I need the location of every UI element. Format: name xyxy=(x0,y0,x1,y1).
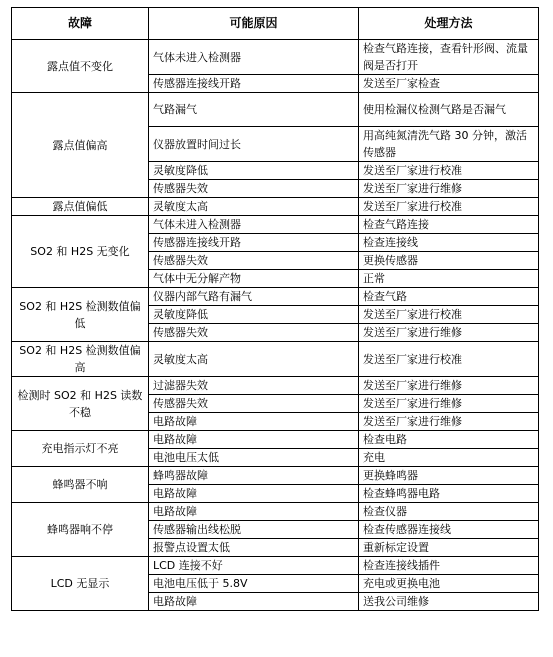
table-row xyxy=(12,503,539,521)
cause-cell: 灵敏度太高 xyxy=(149,198,359,216)
table-row xyxy=(12,557,539,575)
cause-cell: 电路故障 xyxy=(149,593,359,611)
fix-cell: 检查传感器连接线 xyxy=(359,521,539,539)
cause-cell: 灵敏度降低 xyxy=(149,306,359,324)
cause-cell: 灵敏度降低 xyxy=(149,162,359,180)
cause-cell: 灵敏度太高 xyxy=(149,342,359,377)
fix-cell: 检查蜂鸣器电路 xyxy=(359,485,539,503)
table-row xyxy=(12,40,539,75)
fix-cell: 发送至厂家进行维修 xyxy=(359,377,539,395)
table-row xyxy=(12,342,539,377)
table-row xyxy=(12,288,539,306)
table-row xyxy=(12,467,539,485)
fault-cell: 蜂鸣器响不停 xyxy=(12,503,149,557)
cause-cell: 气体中无分解产物 xyxy=(149,270,359,288)
fix-cell: 发送至厂家进行维修 xyxy=(359,395,539,413)
fix-cell: 发送至厂家进行校准 xyxy=(359,306,539,324)
fault-cell: SO2 和 H2S 检测数值偏高 xyxy=(12,342,149,377)
fix-cell: 更换蜂鸣器 xyxy=(359,467,539,485)
fix-cell: 重新标定设置 xyxy=(359,539,539,557)
cause-cell: 传感器失效 xyxy=(149,324,359,342)
cause-cell: 传感器失效 xyxy=(149,395,359,413)
header-fault: 故障 xyxy=(12,8,149,40)
cause-cell: 仪器放置时间过长 xyxy=(149,127,359,162)
fault-cell: LCD 无显示 xyxy=(12,557,149,611)
cause-cell: 电路故障 xyxy=(149,485,359,503)
cause-cell: 气体未进入检测器 xyxy=(149,40,359,75)
fix-cell: 发送至厂家进行维修 xyxy=(359,413,539,431)
cause-cell: 电路故障 xyxy=(149,413,359,431)
cause-cell: 蜂鸣器故障 xyxy=(149,467,359,485)
cause-cell: LCD 连接不好 xyxy=(149,557,359,575)
cause-cell: 传感器输出线松脱 xyxy=(149,521,359,539)
table-row xyxy=(12,431,539,449)
fault-cell: SO2 和 H2S 检测数值偏低 xyxy=(12,288,149,342)
fix-cell: 送我公司维修 xyxy=(359,593,539,611)
fix-cell: 检查连接线插件 xyxy=(359,557,539,575)
cause-cell: 传感器连接线开路 xyxy=(149,234,359,252)
cause-cell: 传感器失效 xyxy=(149,180,359,198)
fix-cell: 用高纯氮清洗气路 30 分钟，激活传感器 xyxy=(359,127,539,162)
fix-cell: 检查电路 xyxy=(359,431,539,449)
table-row xyxy=(12,93,539,127)
fault-cell: SO2 和 H2S 无变化 xyxy=(12,216,149,288)
cause-cell: 电池电压低于 5.8V xyxy=(149,575,359,593)
fix-cell: 充电或更换电池 xyxy=(359,575,539,593)
cause-cell: 过滤器失效 xyxy=(149,377,359,395)
fault-cell: 检测时 SO2 和 H2S 读数不稳 xyxy=(12,377,149,431)
table-row xyxy=(12,198,539,216)
cause-cell: 报警点设置太低 xyxy=(149,539,359,557)
header-row xyxy=(12,8,539,40)
fix-cell: 检查连接线 xyxy=(359,234,539,252)
fix-cell: 检查仪器 xyxy=(359,503,539,521)
cause-cell: 电路故障 xyxy=(149,503,359,521)
cause-cell: 电路故障 xyxy=(149,431,359,449)
table-row xyxy=(12,377,539,395)
fault-cell: 露点值偏低 xyxy=(12,198,149,216)
fix-cell: 更换传感器 xyxy=(359,252,539,270)
fix-cell: 发送至厂家检查 xyxy=(359,75,539,93)
fix-cell: 使用检漏仪检测气路是否漏气 xyxy=(359,93,539,127)
cause-cell: 传感器连接线开路 xyxy=(149,75,359,93)
header-fix: 处理方法 xyxy=(359,8,539,40)
cause-cell: 电池电压太低 xyxy=(149,449,359,467)
fix-cell: 检查气路连接，查看针形阀、流量阀是否打开 xyxy=(359,40,539,75)
cause-cell: 仪器内部气路有漏气 xyxy=(149,288,359,306)
fix-cell: 发送至厂家进行维修 xyxy=(359,324,539,342)
cause-cell: 气路漏气 xyxy=(149,93,359,127)
fix-cell: 检查气路连接 xyxy=(359,216,539,234)
fault-cell: 蜂鸣器不响 xyxy=(12,467,149,503)
cause-cell: 气体未进入检测器 xyxy=(149,216,359,234)
troubleshooting-table xyxy=(11,7,539,611)
fix-cell: 正常 xyxy=(359,270,539,288)
fault-cell: 充电指示灯不亮 xyxy=(12,431,149,467)
fix-cell: 发送至厂家进行校准 xyxy=(359,162,539,180)
fix-cell: 充电 xyxy=(359,449,539,467)
fix-cell: 发送至厂家进行维修 xyxy=(359,180,539,198)
table-body xyxy=(12,40,539,611)
header-cause: 可能原因 xyxy=(149,8,359,40)
fix-cell: 发送至厂家进行校准 xyxy=(359,198,539,216)
fix-cell: 发送至厂家进行校准 xyxy=(359,342,539,377)
fault-cell: 露点值不变化 xyxy=(12,40,149,93)
fix-cell: 检查气路 xyxy=(359,288,539,306)
fault-cell: 露点值偏高 xyxy=(12,93,149,198)
cause-cell: 传感器失效 xyxy=(149,252,359,270)
table-row xyxy=(12,216,539,234)
